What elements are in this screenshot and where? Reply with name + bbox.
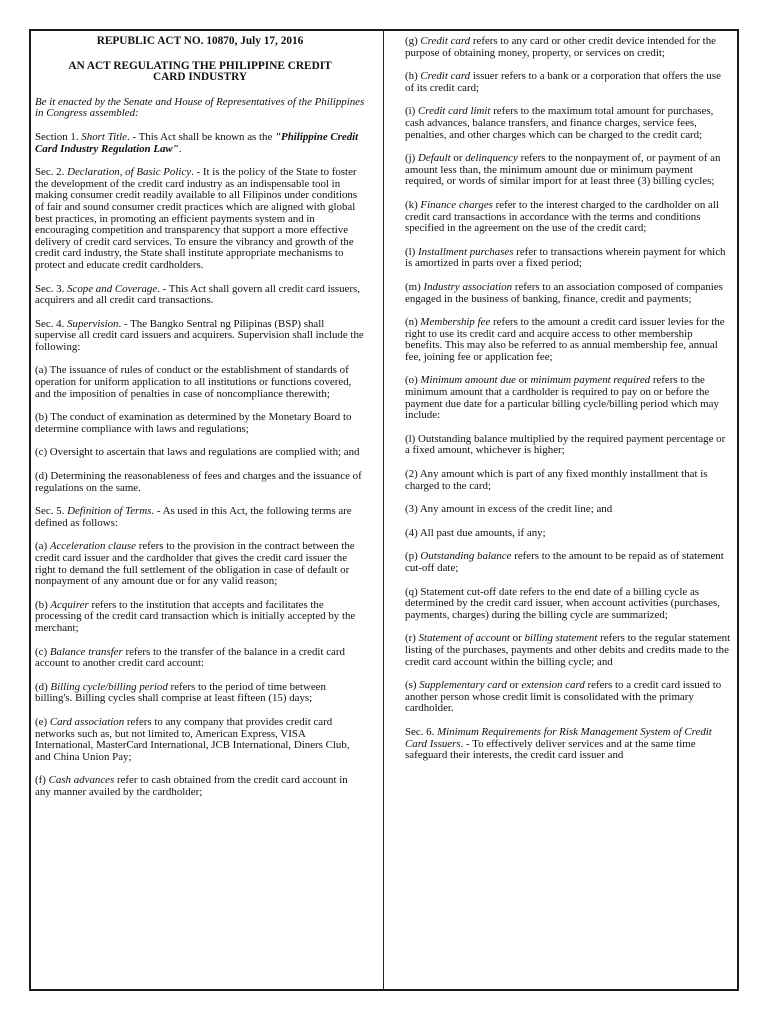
- definition-item: (i) Credit card limit refers to the maximum total amount for purchases, cash advances, balance transfers, and finance charges, service fees, penalties, and other charges which can be charged to the credit card;: [405, 105, 714, 141]
- section-4-item: (d) Determining the reasonableness of fees and charges and the issuance of regulations on the same.: [35, 470, 362, 494]
- minimum-due-item: (3) Any amount in excess of the credit line; and: [405, 503, 613, 516]
- definition-item: (a) Acceleration clause refers to the provision in the contract between the credit card issuer and the cardholder that gives the credit card issuer the right to demand the full settlement of the obligation in case of default or nonpayment of any amount due or for any valid reason;: [35, 540, 355, 588]
- definition-item: (r) Statement of account or billing statement refers to the regular statement listing of the purchases, payments and other debits and credits made to the credit card account within the billing cycle; and: [405, 632, 731, 668]
- definition-item: (d) Billing cycle/billing period refers to the period of time between billing's. Billing cycles shall comprise at least fifteen (15) days;: [35, 680, 326, 705]
- section-4-item: (b) The conduct of examination as determined by the Monetary Board to determine compliance with laws and regulations;: [35, 411, 352, 435]
- section-6: Sec. 6. Minimum Requirements for Risk Management System of Credit Card Issuers. - To effectively deliver services and at the same time safeguard their interests, the credit card issuer and: [405, 725, 712, 762]
- definition-item: (q) Statement cut-off date refers to the end date of a billing cycle as determined by the credit card issuer, when account activities (purchases, payments, charges) during the billing cycle are summarized;: [405, 585, 720, 621]
- definition-item: (g) Credit card refers to any card or other credit device intended for the purpose of obtaining money, property, or services on credit;: [405, 35, 716, 59]
- minimum-due-item: (l) Outstanding balance multiplied by the required payment percentage or a fixed amount, whichever is higher;: [405, 432, 726, 457]
- definition-item: (e) Card association refers to any company that provides credit card networks such as, but not limited to, American Express, VISA International, MasterCard International, JCB International, Diners Club, and China Union Pay;: [35, 715, 350, 763]
- definition-item: (l) Installment purchases refer to transactions wherein payment for which is amortized in parts over a fixed period;: [405, 245, 726, 270]
- section-4: Sec. 4. Supervision. - The Bangko Sentral ng Pilipinas (BSP) shall supervise all credit card issuers and acquirers. Supervision shall include the following:: [35, 317, 364, 353]
- left-column: [35, 36, 365, 811]
- definition-item: (h) Credit card issuer refers to a bank or a corporation that offers the use of its credit card;: [405, 70, 721, 94]
- definition-item: (c) Balance transfer refers to the transfer of the balance in a credit card account to another credit card account:: [35, 645, 345, 670]
- definition-item: (o) Minimum amount due or minimum payment required refers to the minimum amount that a cardholder is required to pay on or before the payment due date for a particular billing cycle/billing period which may include:: [405, 374, 719, 422]
- enacting-clause: Be it enacted by the Senate and House of Representatives of the Philippines in Congress assembled:: [35, 95, 365, 120]
- definition-item: (j) Default or delinquency refers to the nonpayment of, or payment of an amount less than, the minimum amount due or minimum payment required, or words of similar import for at least three (3) billing cycles;: [405, 152, 721, 188]
- section-1: Section 1. Short Title. - This Act shall be known as the "Philippine Credit Card Industry Regulation Law".: [35, 130, 359, 155]
- definition-item: (m) Industry association refers to an association composed of companies engaged in the business of banking, finance, credit and payments;: [405, 280, 723, 305]
- section-2: Sec. 2. Declaration, of Basic Policy. - It is the policy of the State to foster the development of the credit card industry as an indispensable tool in making consumer credit readily available to all Filipinos under conditions of fair and sound consumer credit practices which are aligned with global best practices, in promoting an efficient payments system and in encouraging competition and transparency that support a more effective delivery of credit card services. To ensure the vibrancy and growth of the credit card industry, the State shall institute appropriate mechanisms to protect and educate credit cardholders.: [35, 166, 358, 271]
- minimum-due-item: (2) Any amount which is part of any fixed monthly installment that is charged to the card;: [405, 468, 708, 492]
- act-title: AN ACT REGULATING THE PHILIPPINE CREDIT CARD INDUSTRY: [68, 59, 332, 84]
- section-4-item: (a) The issuance of rules of conduct or the establishment of standards of operation for uniform application to all institutions or functions covered, and the imposition of penalties in case of noncompliance therewith;: [35, 364, 352, 400]
- section-5: Sec. 5. Definition of Terms. - As used in this Act, the following terms are defined as follows:: [35, 505, 352, 529]
- section-4-item: (c) Oversight to ascertain that laws and regulations are complied with; and: [35, 446, 360, 459]
- definition-item: (p) Outstanding balance refers to the amount to be repaid as of statement cut-off date;: [405, 550, 724, 574]
- section-3: Sec. 3. Scope and Coverage. - This Act shall govern all credit card issuers, acquirers and all credit card transactions.: [35, 282, 360, 307]
- right-column: [405, 36, 732, 774]
- definition-item: (b) Acquirer refers to the institution that accepts and facilitates the processing of the credit card transaction which is initially accepted by the merchant;: [35, 598, 356, 634]
- definition-item: (f) Cash advances refer to cash obtained from the credit card account in any manner availed by the cardholder;: [35, 774, 348, 798]
- minimum-due-item: (4) All past due amounts, if any;: [405, 526, 546, 539]
- definition-item: (k) Finance charges refer to the interest charged to the cardholder on all credit card transactions in accordance with the terms and conditions specified in the agreement on the use of the credit card;: [405, 198, 719, 235]
- act-number: REPUBLIC ACT NO. 10870, July 17, 2016: [96, 35, 304, 47]
- column-divider: [383, 29, 384, 991]
- definition-item: (s) Supplementary card or extension card refers to a credit card issued to another person whose credit limit is consolidated with the primary cardholder.: [405, 679, 722, 715]
- definition-item: (n) Membership fee refers to the amount a credit card issuer levies for the right to use its credit card and acquire access to other membership benefits. This may also be referred to as annual membership fee, annual fee, joining fee or application fee;: [405, 316, 725, 363]
